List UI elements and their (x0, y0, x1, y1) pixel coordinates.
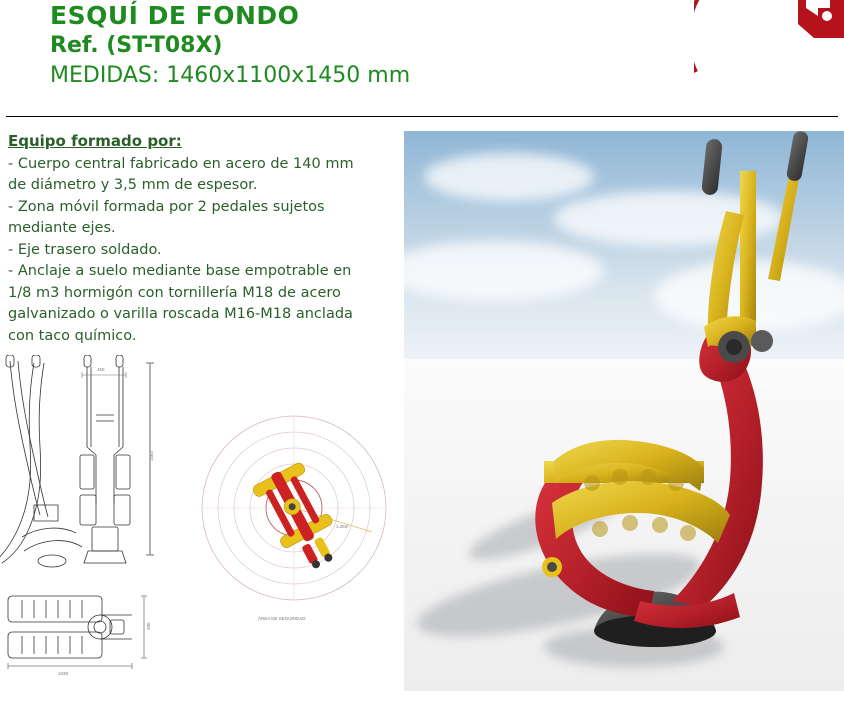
dimension-label-width: 450 (97, 367, 105, 372)
equipment-yellow-arms (704, 151, 804, 347)
plan-depth-label: 480 (146, 622, 151, 630)
equipment-description (8, 131, 408, 347)
description-line: - Zona móvil formada por 2 pedales sujetos (8, 198, 325, 215)
description-line: con taco químico. (8, 327, 137, 344)
technical-drawing-safety-area (196, 408, 396, 638)
description-line: - Cuerpo central fabricado en acero de 140 mm (8, 155, 354, 172)
description-line: - Anclaje a suelo mediante base empotrable en (8, 263, 352, 279)
description-heading: Equipo formado por: (8, 132, 182, 150)
description-line: galvanizado o varilla roscada M16-M18 anclada (8, 306, 353, 322)
product-reference: Ref. (ST-T08X) (50, 33, 223, 58)
dimension-label-height: 1562 (149, 450, 154, 461)
header-divider (6, 116, 838, 117)
description-line: de diámetro y 3,5 mm de espesor. (8, 177, 258, 193)
plan-width-label: 1038 (58, 671, 69, 676)
description-line: - Eje trasero soldado. (8, 241, 162, 258)
description-line: mediante ejes. (8, 220, 116, 236)
product-measures: MEDIDAS: 1460x1100x1450 mm (50, 63, 411, 88)
page-title: ESQUÍ DE FONDO (50, 1, 300, 30)
product-photo (404, 131, 844, 691)
technical-drawing-elevation (0, 355, 160, 585)
brand-logo (694, 0, 844, 81)
header (50, 0, 750, 89)
description-line: 1/8 m3 hormigón con tornillería M18 de acero (8, 284, 341, 301)
safety-area-label: ÁREA DE SEGURIDAD (258, 616, 306, 621)
safety-radius-label: 1,25m (336, 524, 349, 529)
technical-drawing-plan (0, 590, 160, 690)
